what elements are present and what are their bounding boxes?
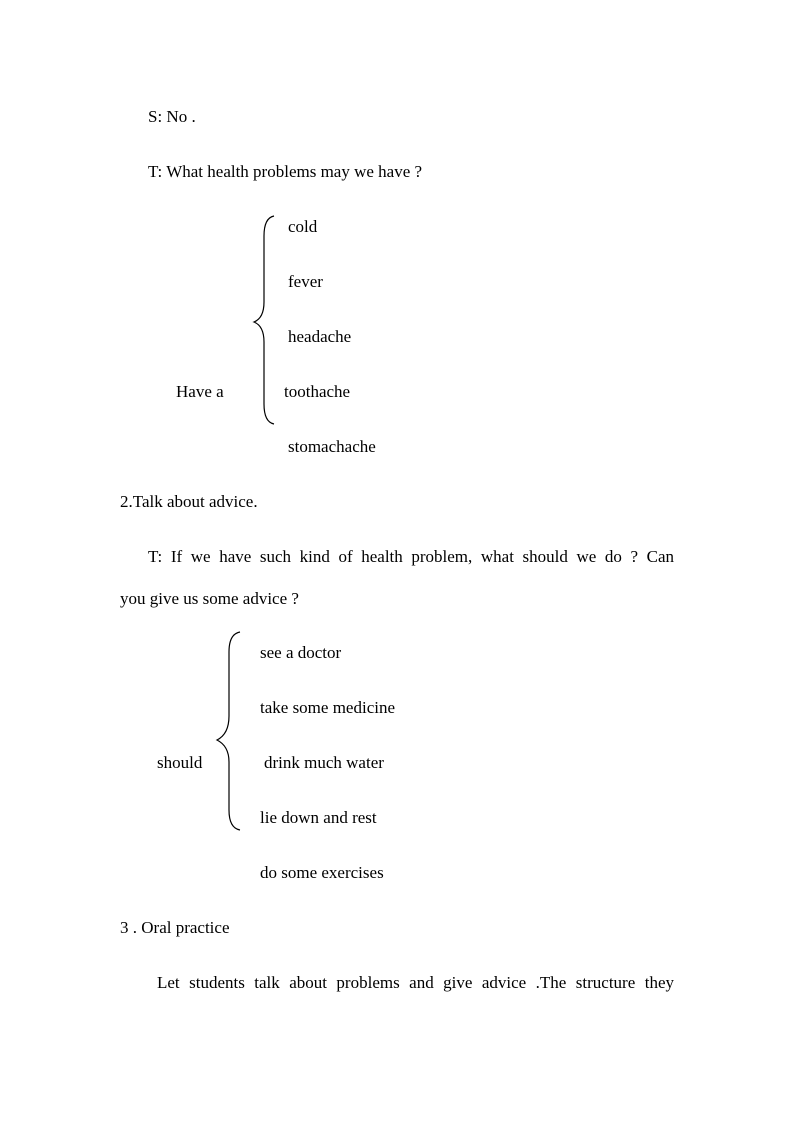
teacher-question: T: What health problems may we have ? bbox=[148, 162, 423, 181]
problem-item: headache bbox=[288, 327, 352, 346]
advice-item: see a doctor bbox=[260, 643, 342, 662]
section-3-heading: 3 . Oral practice bbox=[120, 918, 230, 937]
section-2-teacher-line-1: T: If we have such kind of health problem, what should we do ? Can bbox=[148, 547, 674, 566]
problems-prefix: Have a bbox=[176, 382, 224, 401]
problem-item: stomachache bbox=[288, 437, 376, 456]
problem-item: toothache bbox=[284, 382, 351, 401]
advice-item: do some exercises bbox=[260, 863, 384, 882]
advice-item: drink much water bbox=[264, 753, 384, 772]
problem-item: cold bbox=[288, 217, 318, 236]
advice-item: lie down and rest bbox=[260, 808, 377, 827]
section-3-text: Let students talk about problems and give advice .The structure they bbox=[157, 973, 674, 992]
problem-item: fever bbox=[288, 272, 323, 291]
advice-item: take some medicine bbox=[260, 698, 396, 717]
left-brace-icon bbox=[250, 214, 280, 426]
section-2-heading: 2.Talk about advice. bbox=[120, 492, 258, 511]
advice-prefix: should bbox=[157, 753, 203, 772]
section-2-teacher-line-2: you give us some advice ? bbox=[120, 589, 299, 608]
student-reply: S: No . bbox=[148, 107, 196, 126]
left-brace-icon bbox=[212, 630, 242, 832]
